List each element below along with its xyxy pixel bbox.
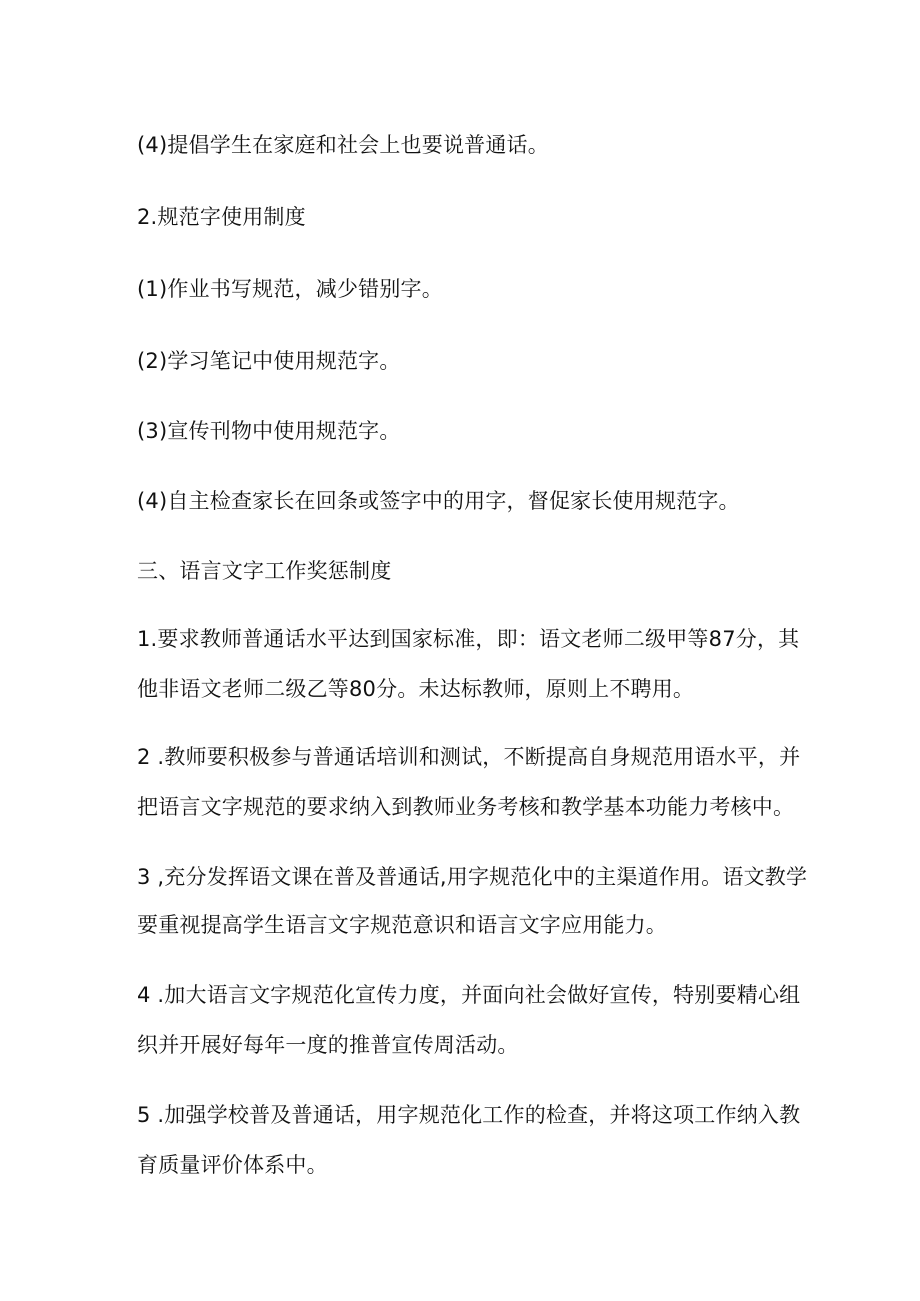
paragraph-2-line-2: 把语言文字规范的要求纳入到教师业务考核和教学基本功能力考核中。 — [137, 795, 795, 819]
list-item-4-parents: (4)自主检查家长在回条或签字中的用字，督促家长使用规范字。 — [137, 489, 740, 513]
paragraph-5-line-2: 育质量评价体系中。 — [137, 1153, 328, 1177]
list-item-3-publications: (3)宣传刊物中使用规范字。 — [137, 419, 401, 443]
paragraph-3-line-2: 要重视提高学生语言文字规范意识和语言文字应用能力。 — [137, 913, 667, 937]
paragraph-5-line-1: 5 .加强学校普及普通话，用字规范化工作的检查，并将这项工作纳入教 — [137, 1103, 801, 1127]
paragraph-2-line-1: 2 .教师要积极参与普通话培训和测试，不断提高自身规范用语水平，并 — [137, 745, 801, 769]
list-item-4-mandarin-at-home: (4)提倡学生在家庭和社会上也要说普通话。 — [137, 133, 549, 157]
paragraph-4-line-1: 4 .加大语言文字规范化宣传力度，并面向社会做好宣传，特别要精心组 — [137, 983, 801, 1007]
paragraph-1-line-2: 他非语文老师二级乙等80分。未达标教师，原则上不聘用。 — [137, 677, 695, 701]
paragraph-3-line-1: 3 ,充分发挥语文课在普及普通话,用字规范化中的主渠道作用。语文教学 — [137, 865, 808, 889]
list-item-2-notes: (2)学习笔记中使用规范字。 — [137, 349, 401, 373]
section-heading-rewards-penalties: 三、语言文字工作奖惩制度 — [137, 559, 392, 583]
paragraph-1-line-1: 1.要求教师普通话水平达到国家标准，即：语文老师二级甲等87分，其 — [137, 627, 800, 651]
section-heading-standard-characters: 2.规范字使用制度 — [137, 205, 306, 229]
paragraph-4-line-2: 织并开展好每年一度的推普宣传周活动。 — [137, 1033, 519, 1057]
list-item-1-homework: (1)作业书写规范，减少错别字。 — [137, 277, 443, 301]
